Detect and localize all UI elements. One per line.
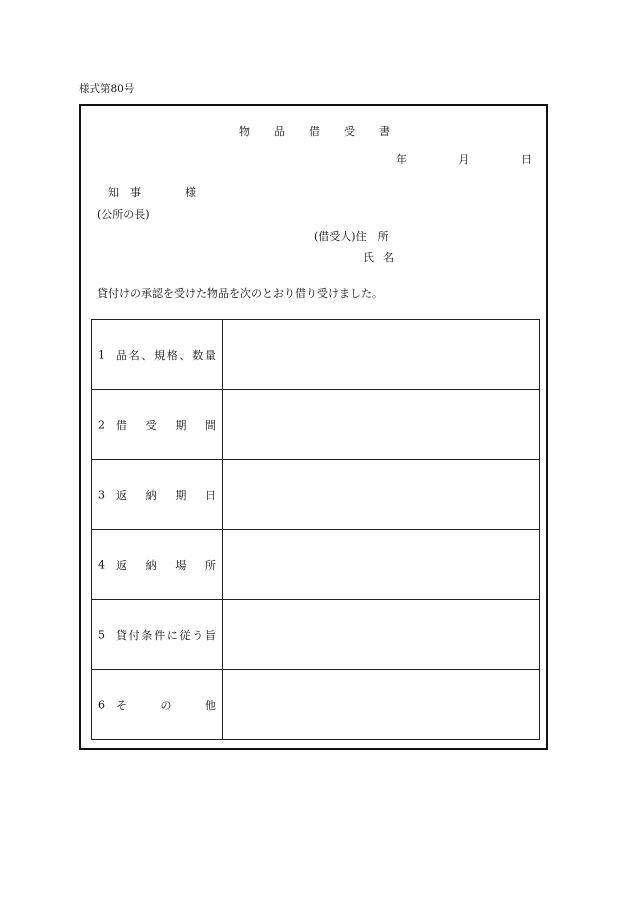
row-label-cell <box>92 390 223 460</box>
label-char: 格 <box>166 348 178 362</box>
label-char: 量 <box>204 348 216 362</box>
row-value-cell[interactable] <box>223 460 540 530</box>
row-label-cell <box>92 600 223 670</box>
row-value-cell[interactable] <box>223 390 540 460</box>
label-char: そ <box>116 698 127 712</box>
label-char: 返 <box>116 558 127 572</box>
label-char: 旨 <box>204 628 216 642</box>
table-row <box>92 670 540 740</box>
row-label <box>116 417 216 433</box>
row-value-cell[interactable] <box>223 600 540 670</box>
table-row <box>92 460 540 530</box>
row-number: 5 <box>98 628 105 641</box>
date-day-label: 日 <box>521 153 532 166</box>
addressee: 知 事 様 <box>108 186 196 199</box>
label-char: う <box>192 628 204 642</box>
label-char: 日 <box>204 488 216 502</box>
label-char: 、 <box>179 348 191 362</box>
row-value-cell[interactable] <box>223 670 540 740</box>
row-label <box>116 347 216 363</box>
row-label <box>116 487 216 503</box>
label-char: 納 <box>145 488 157 502</box>
row-number: 6 <box>98 698 105 711</box>
table-row <box>92 390 540 460</box>
date-year-label: 年 <box>396 153 407 166</box>
label-char: 間 <box>204 418 216 432</box>
label-char: 貸 <box>116 628 127 642</box>
label-char: 期 <box>175 418 187 432</box>
label-char: に <box>166 628 178 642</box>
form-frame <box>79 104 548 750</box>
label-char: 所 <box>204 558 216 572</box>
row-number: 3 <box>98 488 105 501</box>
date-month-label: 月 <box>458 153 470 166</box>
table-row <box>92 600 540 670</box>
label-char: 他 <box>205 698 216 712</box>
details-table <box>91 319 540 740</box>
label-char: 従 <box>179 628 191 642</box>
addressee-alt: (公所の長) <box>97 208 150 221</box>
row-value-cell[interactable] <box>223 530 540 600</box>
row-number: 2 <box>98 418 105 431</box>
label-char: 名 <box>128 348 140 362</box>
label-char: 規 <box>154 348 166 362</box>
row-label <box>116 557 216 573</box>
table-row <box>92 320 540 390</box>
label-char: 借 <box>116 418 127 432</box>
label-char: 品 <box>116 348 127 362</box>
form-number: 様式第80号 <box>79 83 135 95</box>
row-label-cell <box>92 670 223 740</box>
label-char: 返 <box>116 488 127 502</box>
label-char: 受 <box>145 418 157 432</box>
borrower-name-label: 氏名 <box>363 251 403 264</box>
row-label-cell <box>92 320 223 390</box>
row-value-cell[interactable] <box>223 320 540 390</box>
row-label <box>116 627 216 643</box>
borrower-address-label: (借受人)住 所 <box>314 230 389 243</box>
label-char: 納 <box>145 558 157 572</box>
label-char: 期 <box>175 488 187 502</box>
row-label-cell <box>92 530 223 600</box>
statement: 貸付けの承認を受けた物品を次のとおり借り受けました。 <box>97 287 383 300</box>
label-char: 条 <box>141 628 153 642</box>
row-label <box>116 697 216 713</box>
label-char: の <box>160 698 172 712</box>
label-char: 件 <box>154 628 166 642</box>
date-line <box>396 151 532 167</box>
table-row <box>92 530 540 600</box>
row-label-cell <box>92 460 223 530</box>
label-char: 付 <box>128 628 140 642</box>
row-number: 1 <box>98 348 105 361</box>
document-title: 物品借受書 <box>239 125 414 138</box>
row-number: 4 <box>98 558 105 571</box>
label-char: 数 <box>192 348 204 362</box>
label-char: 場 <box>175 558 187 572</box>
label-char: 、 <box>141 348 153 362</box>
